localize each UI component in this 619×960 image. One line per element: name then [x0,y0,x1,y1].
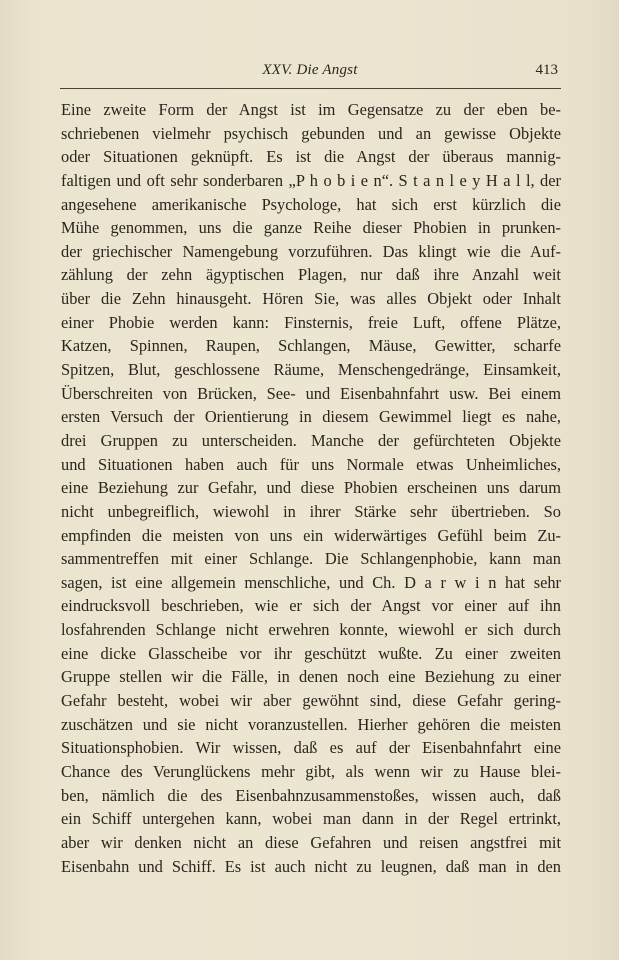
running-head [60,62,560,84]
text-line: ein Schiff untergehen kann, wobei man dann in der Regel ertrinkt, [61,809,561,829]
text-line: Gruppe stellen wir die Fälle, in denen noch eine Beziehung zu einer [61,667,561,687]
body-text [61,98,561,878]
text-line: Situationsphobien. Wir wissen, daß es auf der Eisenbahnfahrt eine [61,738,561,758]
text-line: Spitzen, Blut, geschlossene Räume, Menschengedränge, Einsamkeit, [61,360,561,380]
text-line: ersten Versuch der Orientierung in diesem Gewimmel liegt es nahe, [61,407,561,427]
text-line: nicht unbegreiflich, wiewohl in ihrer Stärke sehr übertrieben. So [61,501,561,521]
text-line: eine Beziehung zur Gefahr, und diese Phobien erscheinen uns darum [61,478,561,498]
header-rule [60,88,561,89]
text-line: schriebenen vielmehr psychisch gebunden und an gewisse Objekte [61,123,561,143]
text-line: drei Gruppen zu unterscheiden. Manche der gefürchteten Objekte [61,430,561,450]
text-line: eine dicke Glasscheibe vor ihr geschützt wußte. Zu einer zweiten [61,643,561,663]
text-line: faltigen und oft sehr sonderbaren „P h o b i e n“. S t a n l e y H a l l, der [61,170,561,190]
text-line: Chance des Verunglückens mehr gibt, als wenn wir zu Hause blei- [61,761,561,781]
text-line: empfinden die meisten von uns ein widerwärtiges Gefühl beim Zu- [61,525,561,545]
text-line: Katzen, Spinnen, Raupen, Schlangen, Mäuse, Gewitter, scharfe [61,336,561,356]
text-line: Mühe genommen, uns die ganze Reihe dieser Phobien in prunken- [61,218,561,238]
text-line: losfahrenden Schlange nicht erwehren konnte, wiewohl er sich durch [61,620,561,640]
text-line: eindrucksvoll beschrieben, wie er sich der Angst vor einer auf ihn [61,596,561,616]
text-line: sammentreffen mit einer Schlange. Die Schlangenphobie, kann man [61,549,561,569]
text-line: zuschätzen und sie nicht voranzustellen. Hierher gehören die meisten [61,714,561,734]
text-line: ben, nämlich die des Eisenbahnzusammenstoßes, wissen auch, daß [61,785,561,805]
text-line: aber wir denken nicht an diese Gefahren und reisen angstfrei mit [61,832,561,852]
text-line: sagen, ist eine allgemein menschliche, und Ch. D a r w i n hat sehr [61,572,561,592]
text-line: der griechischer Namengebung vorzuführen. Das klingt wie die Auf- [61,241,561,261]
text-line: oder Situationen geknüpft. Es ist die Angst der überaus mannig- [61,147,561,167]
text-line: und Situationen haben auch für uns Normale etwas Unheimliches, [61,454,561,474]
text-line: Eine zweite Form der Angst ist im Gegensatze zu der eben be- [61,100,561,119]
text-line: Überschreiten von Brücken, See- und Eisenbahnfahrt usw. Bei einem [61,383,561,403]
text-line: Eisenbahn und Schiff. Es ist auch nicht zu leugnen, daß man in den [61,856,561,876]
text-line: angesehene amerikanische Psychologe, hat sich erst kürzlich die [61,194,561,214]
chapter-title: XXV. Die Angst [262,62,358,78]
text-line: über die Zehn hinausgeht. Hören Sie, was alles Objekt oder Inhalt [61,289,561,309]
text-line: einer Phobie werden kann: Finsternis, freie Luft, offene Plätze, [61,312,561,332]
page-number: 413 [535,62,558,78]
text-line: zählung der zehn ägyptischen Plagen, nur daß ihre Anzahl weit [61,265,561,285]
text-line: Gefahr besteht, wobei wir aber gewöhnt sind, diese Gefahr gering- [61,691,561,711]
